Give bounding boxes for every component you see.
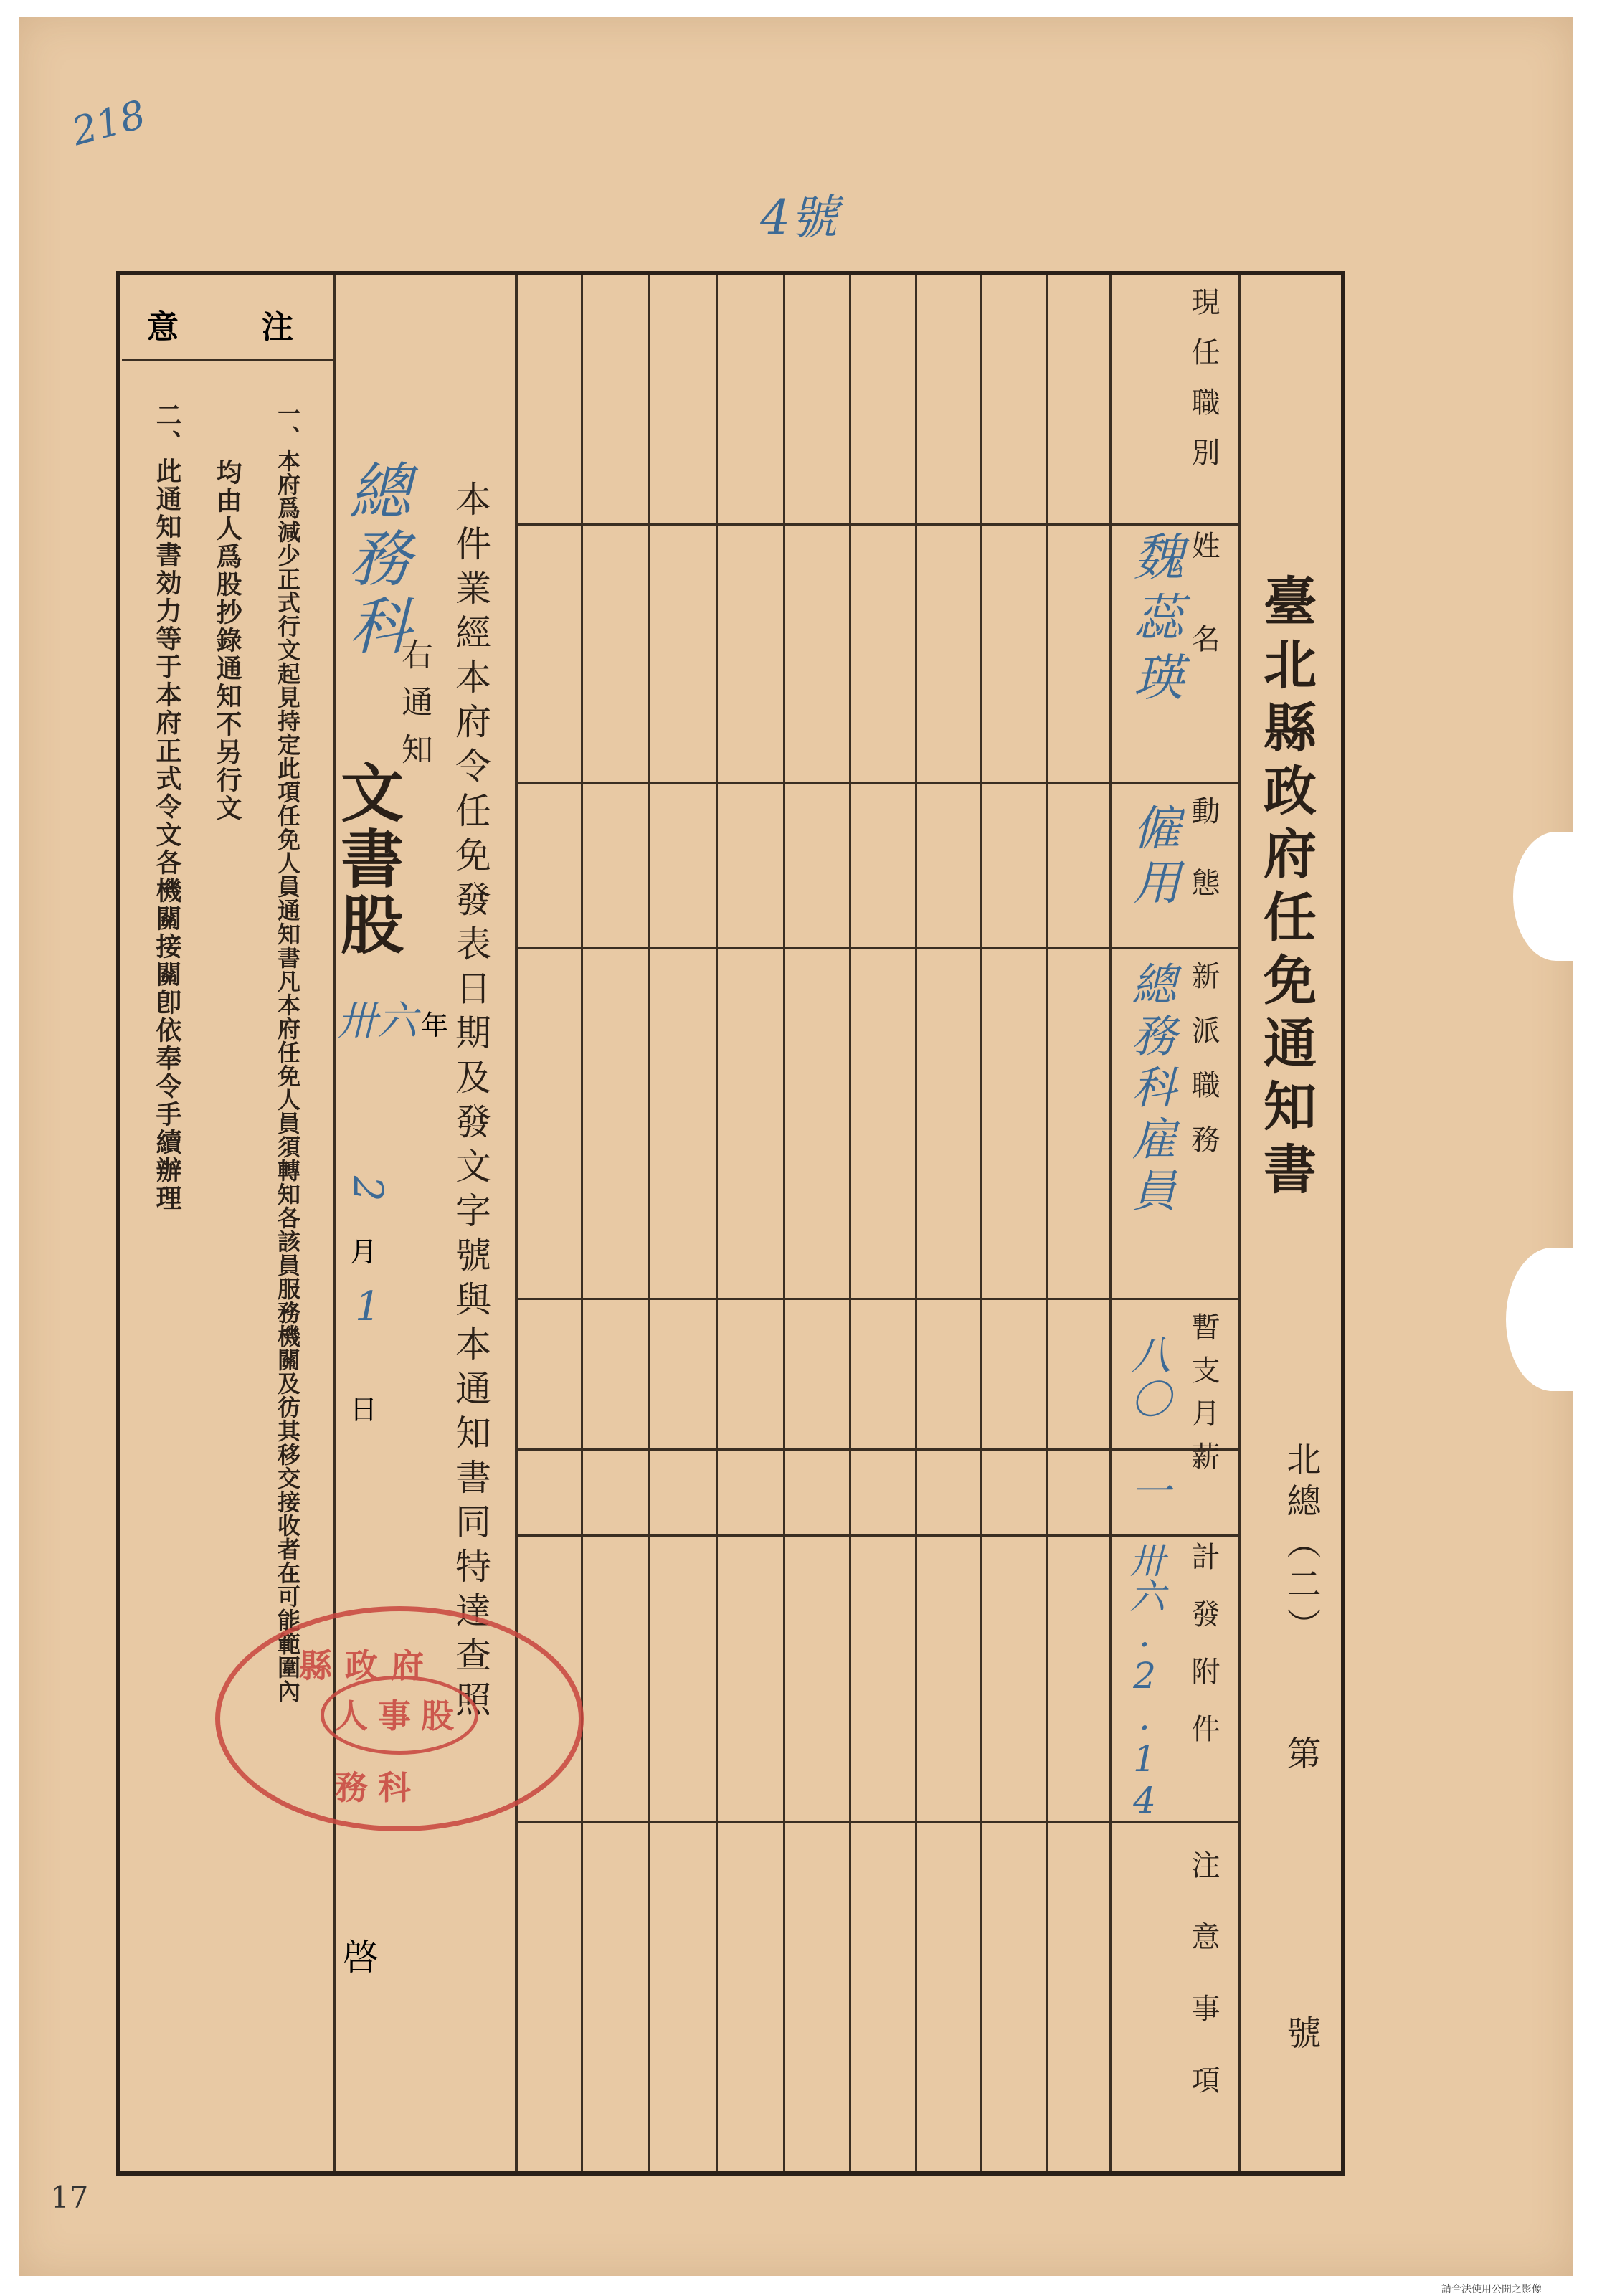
doc-number-di: 第	[1281, 1735, 1321, 1770]
header-notes: 注意事項	[1187, 1850, 1220, 2137]
date-day-unit: 日	[350, 1394, 384, 1425]
entry-salary: 八〇	[1124, 1334, 1171, 1423]
header-attachment: 計發附件	[1187, 1542, 1220, 1771]
table-divider	[783, 275, 785, 2171]
page-number: 17	[50, 2180, 89, 2215]
entry-date-note: 卅六.2.14	[1124, 1542, 1165, 1821]
table-divider	[515, 275, 518, 2171]
table-divider	[980, 275, 982, 2171]
table-divider	[1238, 275, 1241, 2171]
row-line	[515, 1448, 1238, 1451]
entry-status: 僱用	[1125, 803, 1180, 912]
note-item-2: 二、此通知書効力等于本府正式令文各機關接關卽依奉令手續辦理	[152, 402, 182, 1213]
row-line	[515, 1821, 1238, 1823]
date-month-unit: 月	[350, 1236, 384, 1268]
date-day-value: 1	[355, 1284, 381, 1330]
row-line	[515, 782, 1238, 784]
table-divider	[915, 275, 917, 2171]
date-month-value: 2	[344, 1176, 391, 1202]
row-line	[515, 947, 1238, 949]
note-item-1-cont: 均由人爲股抄錄通知不另行文	[212, 459, 242, 822]
margin-mark-top-left: 218	[67, 91, 151, 155]
doc-number-hao: 號	[1281, 2015, 1321, 2049]
document-title: 臺北縣政府任免通知書	[1255, 574, 1317, 1205]
row-line	[515, 523, 1238, 526]
date-year-value: 卅六	[337, 998, 417, 1045]
notes-title-zhu: 注	[262, 309, 293, 346]
body-text: 本件業經本府令任免發表日期及發文字號與本通知書同特達查照	[450, 480, 491, 1725]
table-divider	[716, 275, 718, 2171]
header-status: 動態	[1187, 796, 1220, 939]
entry-name: 魏蕊瑛	[1125, 531, 1184, 711]
entry-attachment: 一	[1124, 1470, 1171, 1510]
stamp-text-bottom: 務科	[335, 1768, 421, 1807]
margin-mark-top-center: 4號	[760, 190, 838, 245]
header-new-post: 新派職務	[1187, 961, 1220, 1179]
header-name: 姓名	[1187, 531, 1220, 717]
footer-note: 請合法使用公開之影像	[1441, 2284, 1542, 2295]
notes-header-line	[122, 359, 333, 361]
torn-edge	[1506, 1248, 1597, 1391]
note-item-1: 一、本府爲減少正式行文起見持定此項任免人員通知書凡本府任免人員須轉知各該員服務機關及彷其移交接收者在可能範圍內	[274, 402, 301, 1703]
row-line	[515, 1298, 1238, 1300]
notify-label: 右通知	[396, 638, 432, 780]
table-divider	[849, 275, 851, 2171]
doc-number-prefix: 北總（二）	[1281, 1441, 1321, 1649]
stamp-section-handwritten: 文書股	[331, 760, 405, 958]
torn-edge	[1513, 832, 1597, 961]
table-divider	[581, 275, 583, 2171]
row-line	[515, 1534, 1238, 1537]
notes-title-yi: 意	[147, 309, 179, 346]
recipient-handwritten: 總務科	[338, 459, 410, 661]
stamp-text-middle: 人事股	[335, 1697, 464, 1735]
table-divider	[1046, 275, 1048, 2171]
official-seal-stamp	[215, 1606, 584, 1831]
header-salary: 暫支月薪	[1187, 1312, 1220, 1484]
entry-new-post: 總務科雇員	[1124, 961, 1177, 1219]
date-year-unit: 年	[421, 1010, 455, 1041]
stamp-text-top: 縣政府	[299, 1646, 437, 1685]
table-divider	[1109, 275, 1112, 2171]
qi-closing: 啓	[343, 1937, 379, 1978]
table-divider	[648, 275, 650, 2171]
header-current-post: 現任職別	[1187, 287, 1220, 488]
